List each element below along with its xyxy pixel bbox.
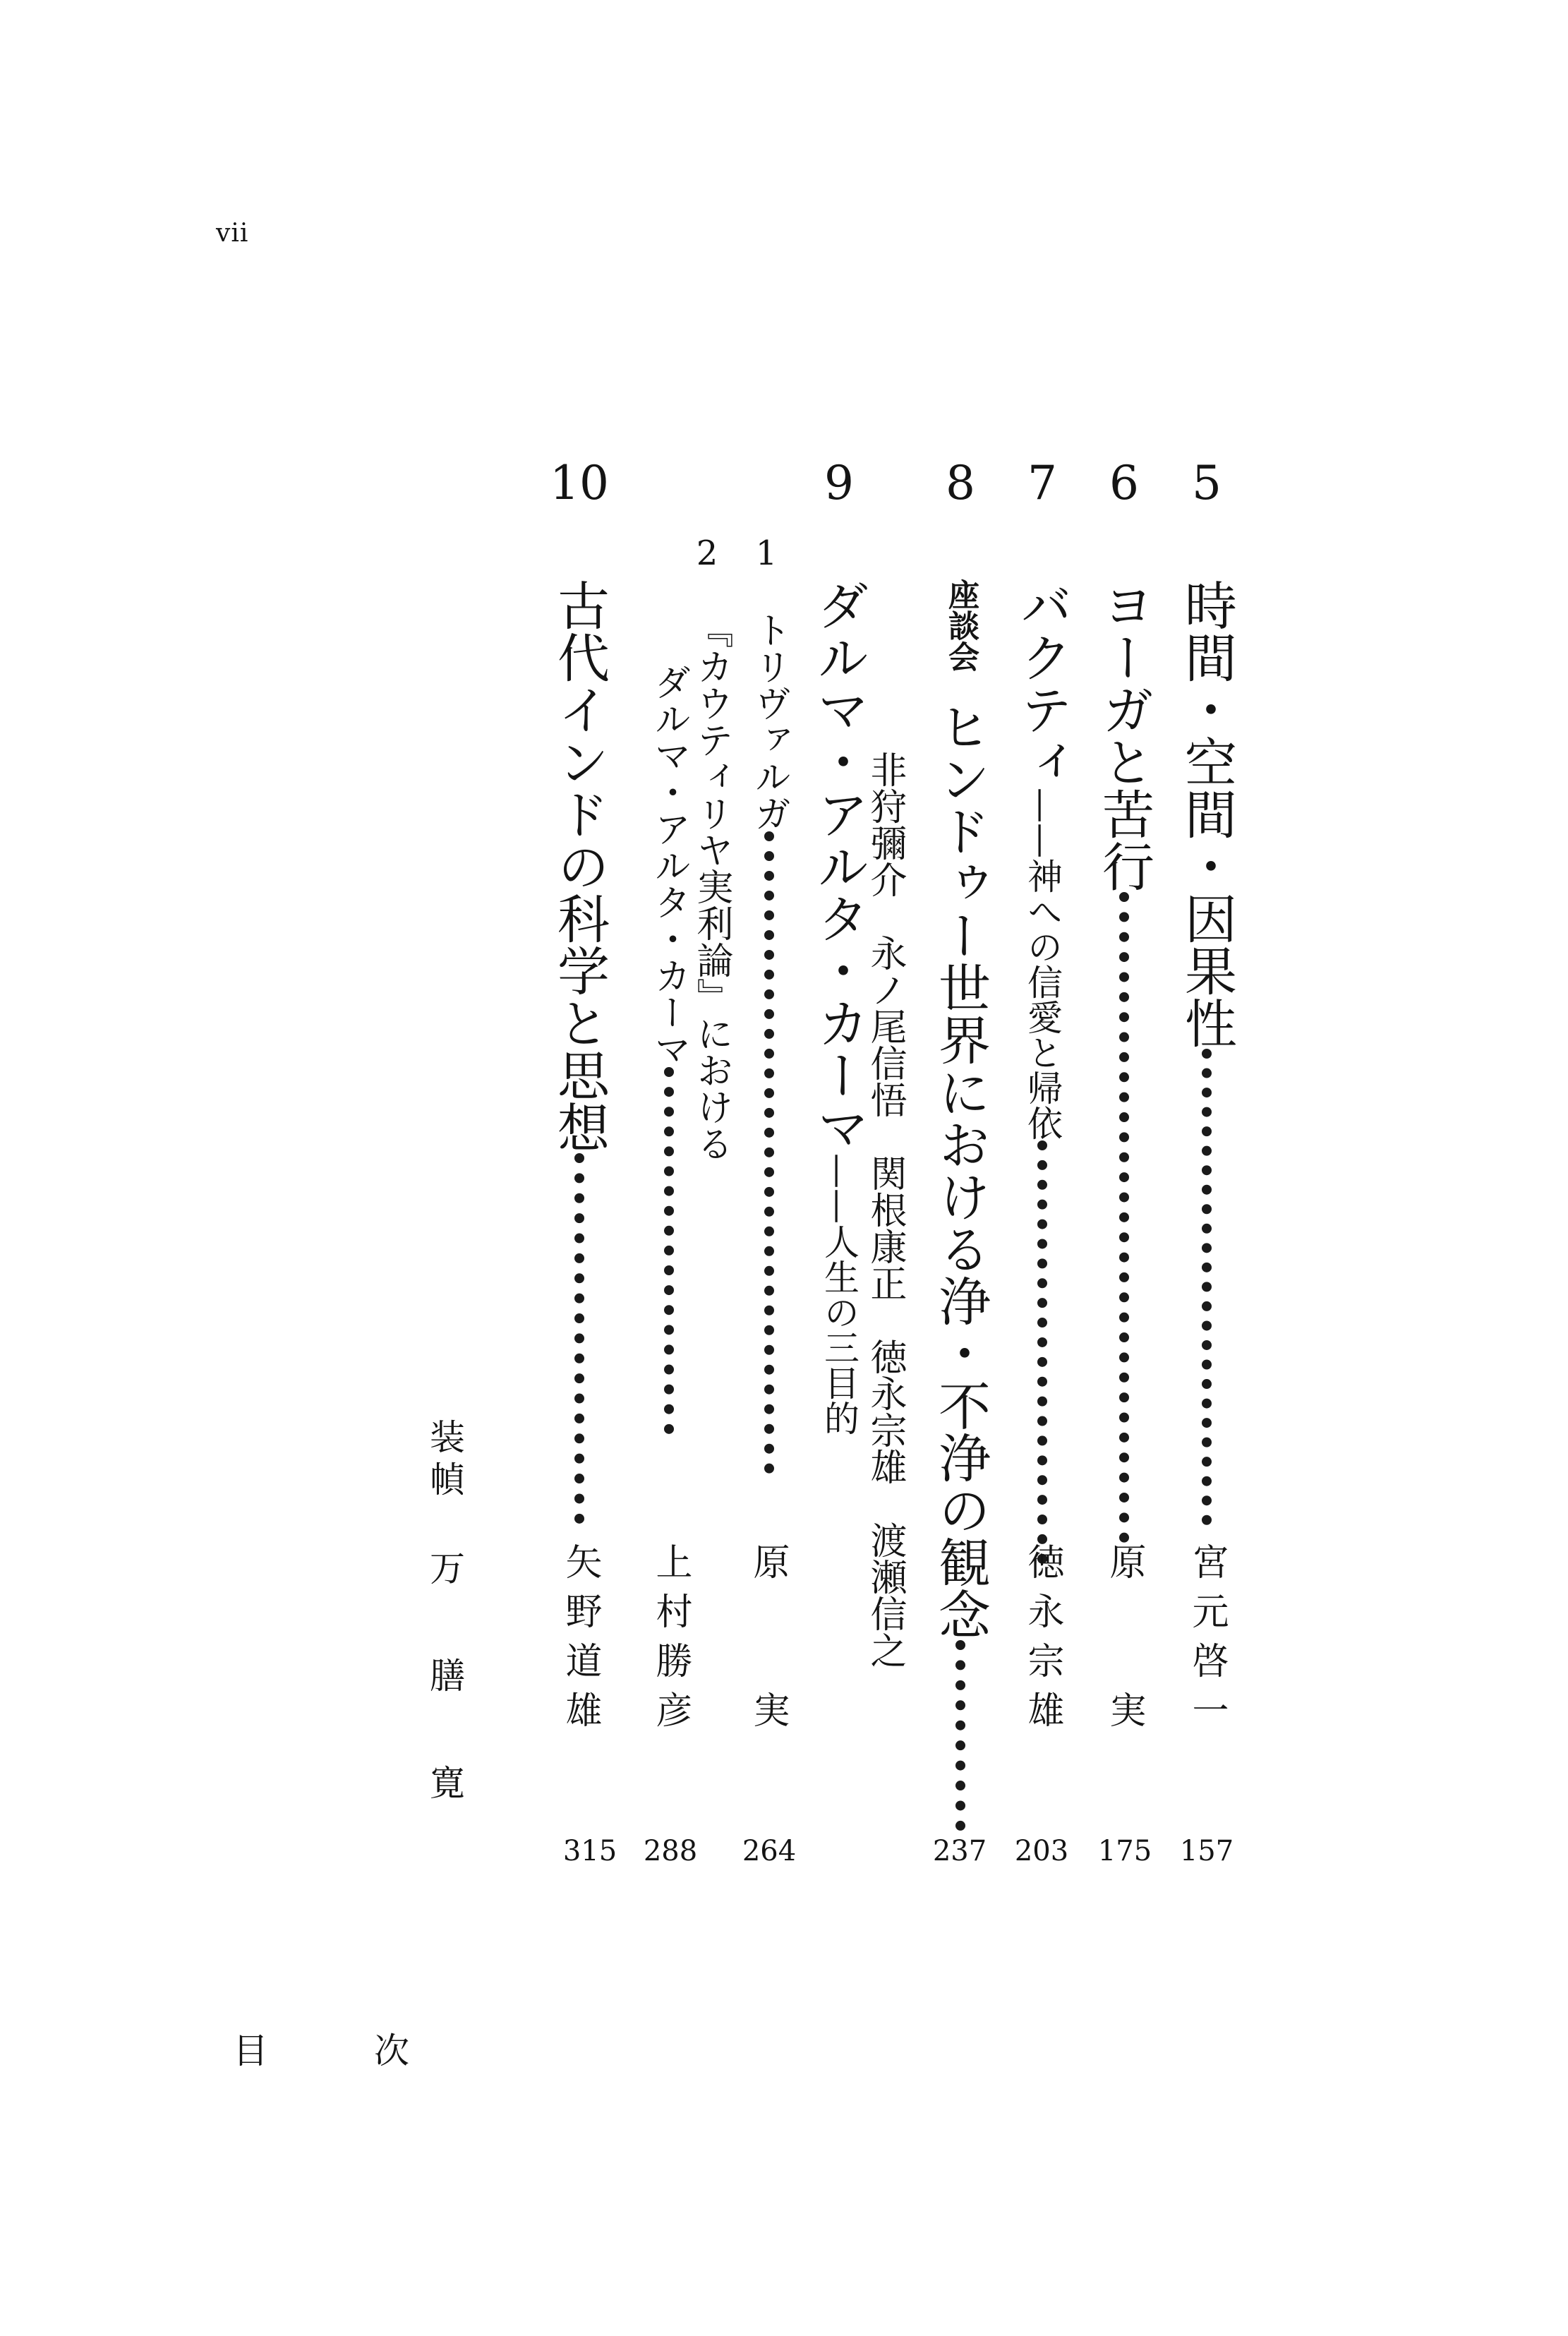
dot-leader: [764, 831, 774, 1474]
page-ref-7: 203: [1014, 1835, 1069, 1867]
page-number: vii: [216, 219, 249, 248]
chapter-title-8: 座談会ヒンドゥー世界における浄・不浄の観念: [932, 579, 989, 1831]
chapter-number-5: 5: [1192, 456, 1222, 510]
dot-leader: [664, 1067, 674, 1434]
dot-leader: [955, 1640, 965, 1831]
chapter-title-9: ダルマ・アルタ・カーマ——人生の三目的: [809, 579, 869, 1435]
chapter-number-7: 7: [1027, 456, 1057, 510]
cover-design-label: 装幀: [424, 1419, 465, 1503]
cover-designer: 万 膳 寛: [424, 1550, 465, 1818]
chapter-number-10: 10: [550, 456, 609, 510]
dot-leader: [1037, 1140, 1047, 1564]
page-ref-8: 237: [932, 1835, 987, 1867]
subsection-title2-9-2: ダルマ・アルタ・カーマ: [646, 663, 689, 1434]
page-ref-5: 157: [1179, 1835, 1234, 1867]
page-ref-9-1: 264: [742, 1835, 797, 1867]
subsection-number-9-1: 1: [755, 534, 778, 573]
dot-leader: [1202, 1049, 1212, 1525]
page-ref-10: 315: [562, 1835, 617, 1867]
page-ref-6: 175: [1097, 1835, 1152, 1867]
dot-leader: [1119, 892, 1129, 1543]
chapter-title-6: ヨーガと苦行: [1096, 579, 1152, 1543]
roundtable-participants: 非狩彌介 永ノ尾信悟 関根康正 徳永宗雄 渡瀬信之: [864, 751, 906, 1668]
chapter-number-6: 6: [1109, 456, 1139, 510]
chapter-title-10: 古代インドの科学と思想: [551, 579, 608, 1524]
author-9-2: 上村勝彦: [649, 1543, 692, 1740]
subsection-title-9-2: 『カウティリヤ実利論』における: [690, 611, 732, 1162]
page-ref-9-2: 288: [643, 1835, 698, 1867]
toc-footer-title: 目 次: [233, 2030, 445, 2071]
author-5: 宮元啓一: [1186, 1543, 1228, 1740]
dot-leader: [574, 1153, 584, 1524]
subsection-title-9-1: トリヴァルガ: [747, 611, 789, 1474]
chapter-number-9: 9: [824, 456, 854, 510]
chapter-number-8: 8: [946, 456, 975, 510]
chapter-title-5: 時間・空間・因果性: [1178, 579, 1235, 1525]
author-10: 矢野道雄: [559, 1543, 601, 1740]
chapter-subtitle-9: ——人生の三目的: [819, 1153, 860, 1435]
author-9-1: 原 実: [747, 1543, 789, 1740]
chapter-subtitle-7: ——神への信愛と帰依: [1022, 788, 1063, 1140]
author-6: 原 実: [1103, 1543, 1145, 1740]
author-7: 徳永宗雄: [1021, 1543, 1063, 1740]
chapter-title-7: バクティ——神への信愛と帰依: [1014, 579, 1071, 1564]
subsection-number-9-2: 2: [696, 534, 718, 573]
roundtable-tag: 座談会: [943, 579, 979, 672]
